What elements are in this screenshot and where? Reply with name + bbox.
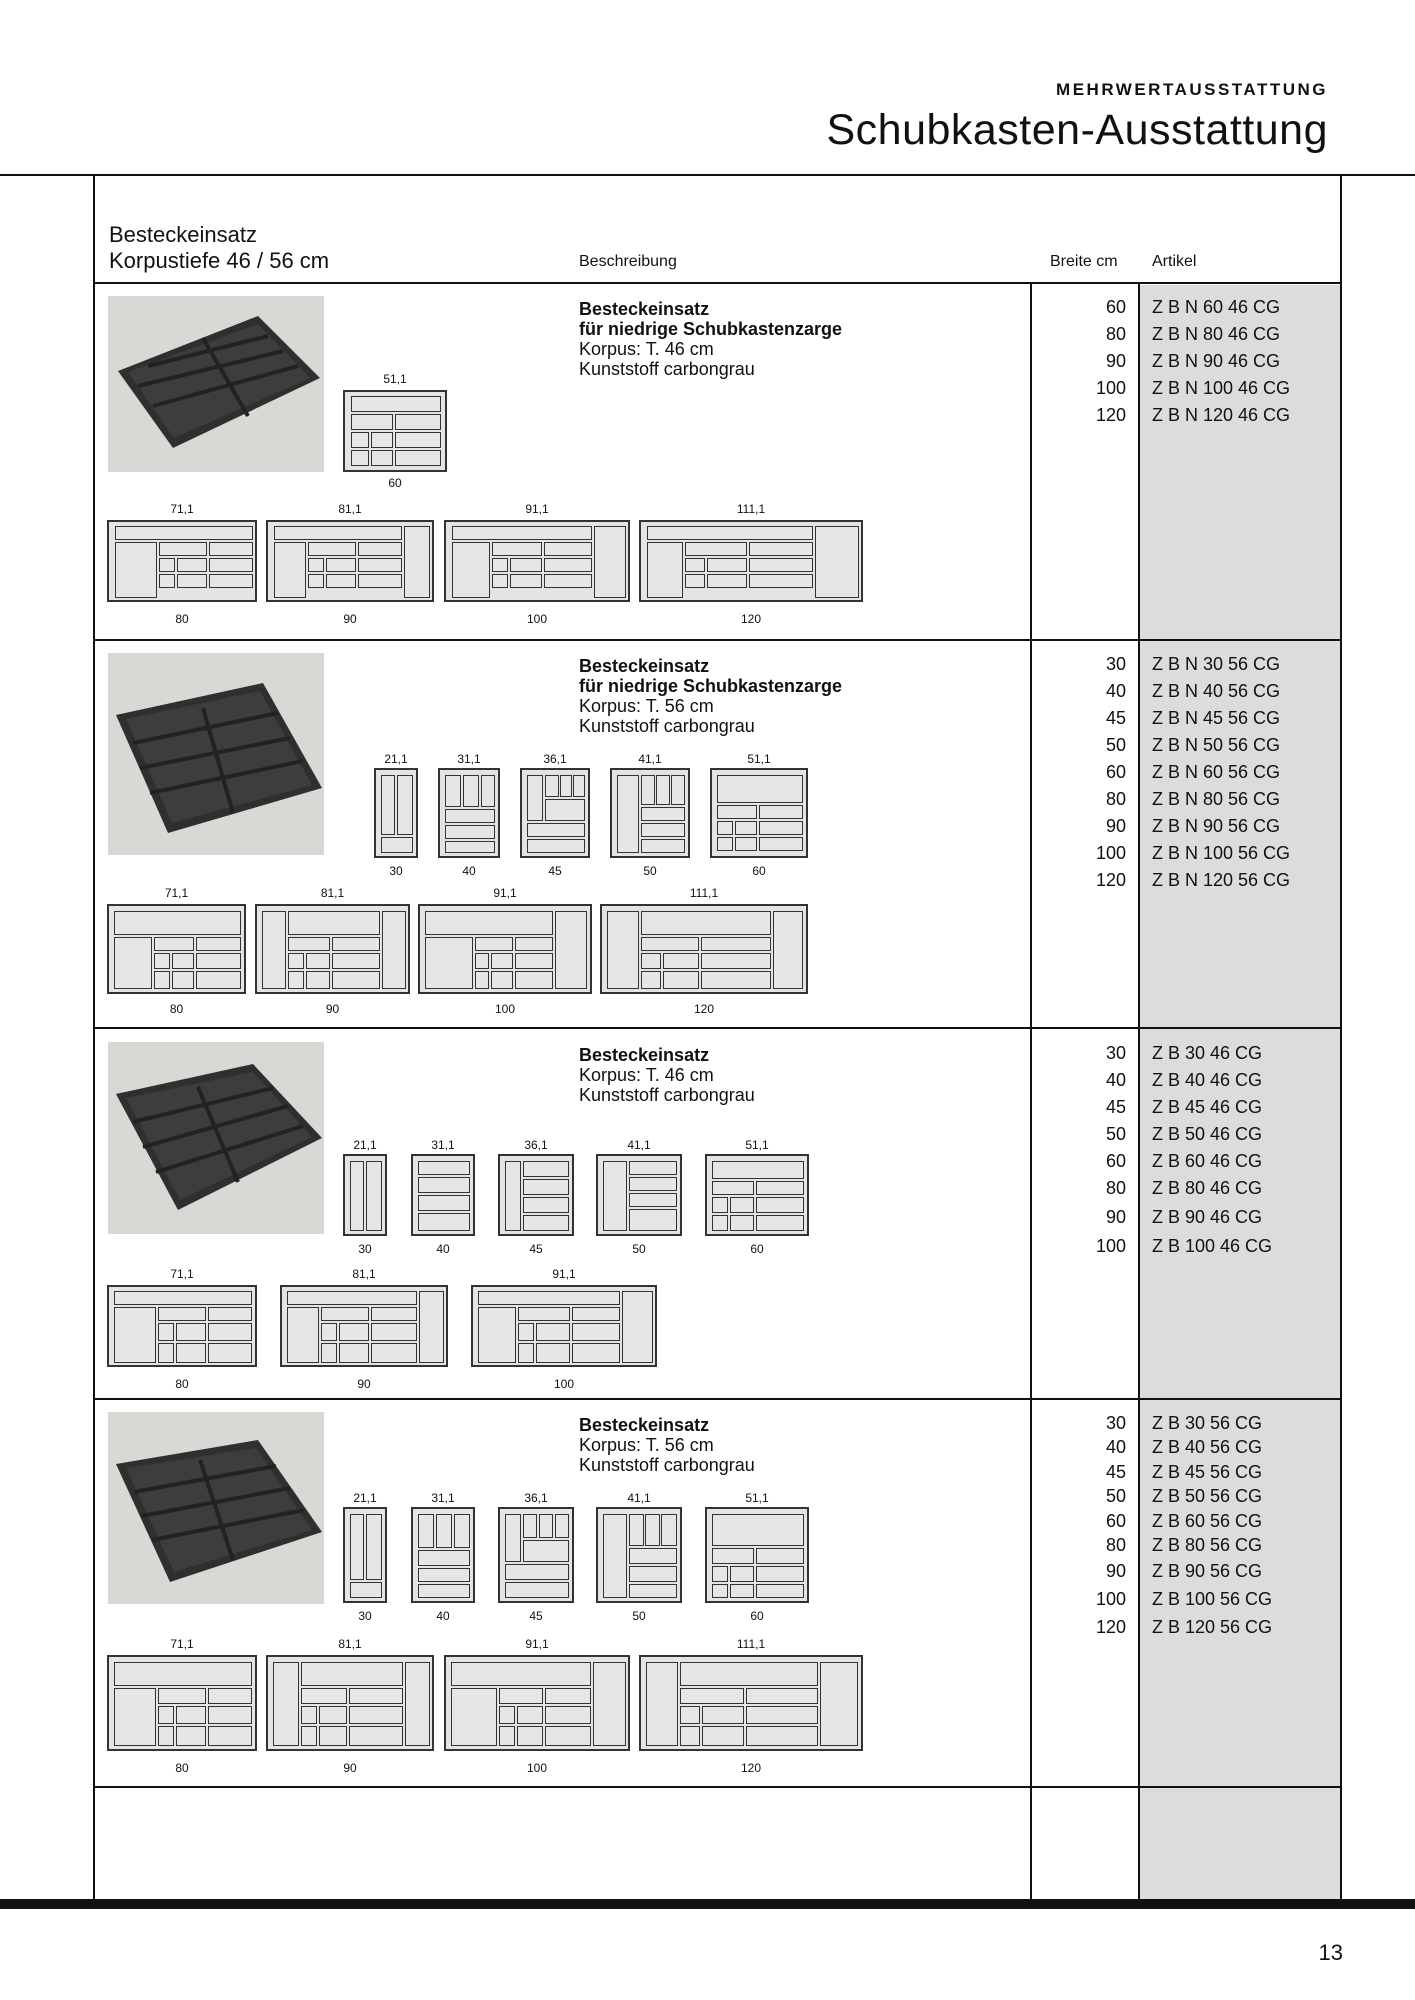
footer-bar — [0, 1899, 1415, 1909]
insert-cabinet-width: 60 — [752, 864, 766, 878]
width-value: 30 — [1105, 654, 1126, 674]
row-description — [579, 656, 842, 736]
table-right-border — [1340, 174, 1342, 1900]
insert-inner-width: 51,1 — [745, 1138, 769, 1152]
width-value: 120 — [1095, 405, 1126, 425]
width-value: 60 — [1105, 762, 1126, 782]
product-material: Kunststoff carbongrau — [579, 1455, 755, 1475]
section-kicker: MEHRWERTAUSSTATTUNG — [1056, 80, 1328, 99]
article-number: Z B 40 56 CG — [1152, 1437, 1263, 1457]
insert-inner-width: 51,1 — [383, 372, 407, 386]
width-value: 40 — [1105, 1437, 1126, 1457]
article-number: Z B N 90 46 CG — [1152, 351, 1281, 371]
insert-diagram — [438, 752, 500, 878]
column-header-article: Artikel — [1152, 253, 1197, 270]
insert-diagram — [596, 1138, 682, 1258]
insert-cabinet-width: 120 — [740, 612, 762, 626]
insert-cabinet-width: 60 — [750, 1242, 764, 1256]
insert-diagram — [343, 1138, 387, 1258]
insert-cabinet-width: 50 — [632, 1609, 646, 1623]
insert-cabinet-width: 60 — [750, 1609, 764, 1623]
insert-diagram — [107, 1267, 257, 1393]
insert-diagram — [418, 886, 592, 1018]
insert-diagram — [107, 886, 246, 1018]
insert-inner-width: 31,1 — [431, 1138, 455, 1152]
width-value: 60 — [1105, 297, 1126, 317]
product-depth: Korpus: T. 46 cm — [579, 1065, 714, 1085]
insert-cabinet-width: 100 — [526, 612, 548, 626]
insert-diagram — [107, 502, 257, 628]
page-number: 13 — [1318, 1940, 1343, 1965]
insert-cabinet-width: 120 — [693, 1002, 715, 1016]
insert-cabinet-width: 80 — [175, 1377, 189, 1391]
insert-cabinet-width: 100 — [526, 1761, 548, 1775]
article-column-bg — [1140, 285, 1341, 1899]
product-material: Kunststoff carbongrau — [579, 1085, 755, 1105]
insert-diagram — [471, 1267, 657, 1393]
row-divider — [93, 639, 1342, 641]
insert-inner-width: 91,1 — [552, 1267, 576, 1281]
insert-cabinet-width: 60 — [388, 476, 402, 490]
insert-diagram — [710, 752, 808, 878]
table-left-border — [93, 174, 95, 1900]
width-value: 30 — [1105, 1043, 1126, 1063]
article-number: Z B N 45 56 CG — [1152, 708, 1281, 728]
insert-inner-width: 31,1 — [457, 752, 481, 766]
insert-inner-width: 111,1 — [736, 1637, 766, 1651]
insert-cabinet-width: 45 — [548, 864, 562, 878]
product-photo — [108, 1042, 324, 1234]
insert-cabinet-width: 45 — [529, 1609, 543, 1623]
insert-inner-width: 36,1 — [524, 1138, 548, 1152]
width-value: 90 — [1105, 1207, 1126, 1227]
insert-inner-width: 41,1 — [638, 752, 662, 766]
insert-cabinet-width: 80 — [169, 1002, 184, 1016]
insert-diagram — [444, 502, 630, 628]
insert-cabinet-width: 100 — [494, 1002, 516, 1016]
insert-cabinet-width: 120 — [740, 1761, 762, 1775]
insert-inner-width: 81,1 — [338, 502, 362, 516]
article-number: Z B N 60 56 CG — [1152, 762, 1281, 782]
article-number: Z B 80 56 CG — [1152, 1535, 1263, 1555]
insert-inner-width: 21,1 — [384, 752, 408, 766]
insert-inner-width: 51,1 — [747, 752, 771, 766]
insert-inner-width: 81,1 — [320, 886, 345, 900]
insert-diagram — [255, 886, 410, 1018]
insert-cabinet-width: 100 — [553, 1377, 575, 1391]
article-number: Z B 90 56 CG — [1152, 1561, 1263, 1581]
width-value: 80 — [1105, 1178, 1126, 1198]
article-number: Z B 40 46 CG — [1152, 1070, 1263, 1090]
insert-cabinet-width: 30 — [358, 1609, 372, 1623]
insert-diagram — [266, 502, 434, 628]
insert-diagram — [280, 1267, 448, 1393]
insert-inner-width: 71,1 — [164, 886, 189, 900]
width-value: 50 — [1105, 735, 1126, 755]
cutlery-tray-photo — [108, 653, 324, 855]
insert-inner-width: 111,1 — [689, 886, 719, 900]
header-rule — [0, 174, 1415, 176]
insert-inner-width: 21,1 — [353, 1138, 377, 1152]
table-section-title — [109, 222, 329, 274]
insert-diagram — [705, 1138, 809, 1258]
insert-diagram — [610, 752, 690, 878]
column-header-width: Breite cm — [1050, 253, 1118, 270]
article-number: Z B 100 46 CG — [1152, 1236, 1273, 1256]
article-number: Z B N 100 56 CG — [1152, 843, 1291, 863]
width-value: 120 — [1095, 1617, 1126, 1637]
insert-cabinet-width: 40 — [436, 1242, 450, 1256]
insert-diagram — [444, 1637, 630, 1777]
insert-diagram — [374, 752, 418, 878]
product-photo — [108, 296, 324, 472]
article-number: Z B 120 56 CG — [1152, 1617, 1273, 1637]
insert-diagram — [705, 1491, 809, 1625]
insert-inner-width: 41,1 — [627, 1138, 651, 1152]
insert-inner-width: 81,1 — [352, 1267, 376, 1281]
width-value: 60 — [1105, 1511, 1126, 1531]
insert-inner-width: 91,1 — [525, 502, 549, 516]
insert-cabinet-width: 40 — [436, 1609, 450, 1623]
insert-diagram — [596, 1491, 682, 1625]
insert-diagram — [639, 1637, 863, 1777]
width-value: 80 — [1105, 324, 1126, 344]
insert-inner-width: 36,1 — [543, 752, 567, 766]
insert-cabinet-width: 90 — [357, 1377, 371, 1391]
product-photo — [108, 653, 324, 855]
insert-inner-width: 41,1 — [627, 1491, 651, 1505]
width-value: 50 — [1105, 1486, 1126, 1506]
insert-cabinet-width: 30 — [389, 864, 403, 878]
article-column-border — [1138, 283, 1140, 1900]
article-number: Z B 60 46 CG — [1152, 1151, 1263, 1171]
product-subtitle: für niedrige Schubkastenzarge — [579, 676, 843, 696]
insert-inner-width: 71,1 — [170, 502, 194, 516]
article-number: Z B 45 56 CG — [1152, 1462, 1263, 1482]
product-depth: Korpus: T. 56 cm — [579, 696, 714, 716]
insert-diagram — [411, 1491, 475, 1625]
insert-diagram — [343, 1491, 387, 1625]
insert-inner-width: 71,1 — [170, 1637, 194, 1651]
cutlery-tray-photo — [108, 1042, 324, 1234]
article-number: Z B N 100 46 CG — [1152, 378, 1291, 398]
insert-cabinet-width: 45 — [529, 1242, 543, 1256]
width-value: 80 — [1105, 789, 1126, 809]
insert-cabinet-width: 90 — [343, 1761, 357, 1775]
article-number: Z B N 90 56 CG — [1152, 816, 1281, 836]
product-material: Kunststoff carbongrau — [579, 359, 755, 379]
article-number: Z B 60 56 CG — [1152, 1511, 1263, 1531]
article-number: Z B N 40 56 CG — [1152, 681, 1281, 701]
row-divider — [93, 1398, 1342, 1400]
width-value: 90 — [1105, 816, 1126, 836]
row-description — [579, 1415, 755, 1475]
width-value: 100 — [1095, 1236, 1126, 1256]
product-depth: Korpus: T. 56 cm — [579, 1435, 714, 1455]
width-value: 100 — [1095, 843, 1126, 863]
article-number: Z B 50 56 CG — [1152, 1486, 1263, 1506]
insert-inner-width: 71,1 — [170, 1267, 194, 1281]
row-description — [579, 1045, 755, 1105]
product-photo — [108, 1412, 324, 1604]
product-name: Besteckeinsatz — [579, 1415, 710, 1435]
insert-inner-width: 91,1 — [493, 886, 517, 900]
product-name: Besteckeinsatz — [579, 1045, 710, 1065]
product-subtitle: für niedrige Schubkastenzarge — [579, 319, 843, 339]
article-number: Z B 30 46 CG — [1152, 1043, 1263, 1063]
insert-inner-width: 36,1 — [524, 1491, 548, 1505]
article-number: Z B 45 46 CG — [1152, 1097, 1263, 1117]
cutlery-tray-photo — [108, 1412, 324, 1604]
article-number: Z B N 50 56 CG — [1152, 735, 1281, 755]
insert-diagram — [343, 372, 447, 492]
page-title: Schubkasten-Ausstattung — [826, 106, 1328, 154]
insert-inner-width: 111,1 — [736, 502, 766, 516]
article-number: Z B N 120 46 CG — [1152, 405, 1291, 425]
article-number: Z B 80 46 CG — [1152, 1178, 1263, 1198]
insert-cabinet-width: 80 — [175, 1761, 189, 1775]
width-value: 45 — [1105, 1097, 1126, 1117]
article-number: Z B 30 56 CG — [1152, 1413, 1263, 1433]
width-value: 90 — [1105, 1561, 1126, 1581]
width-value: 100 — [1095, 1589, 1126, 1609]
insert-cabinet-width: 80 — [175, 612, 189, 626]
width-value: 80 — [1105, 1535, 1126, 1555]
product-name: Besteckeinsatz — [579, 656, 710, 676]
insert-cabinet-width: 50 — [632, 1242, 646, 1256]
product-name: Besteckeinsatz — [579, 299, 710, 319]
section-title-line2: Korpustiefe 46 / 56 cm — [109, 248, 330, 273]
width-column-border — [1030, 283, 1032, 1900]
article-number: Z B N 120 56 CG — [1152, 870, 1291, 890]
insert-cabinet-width: 30 — [358, 1242, 372, 1256]
width-value: 90 — [1105, 351, 1126, 371]
article-number: Z B 100 56 CG — [1152, 1589, 1273, 1609]
row-description — [579, 299, 842, 379]
width-value: 120 — [1095, 870, 1126, 890]
width-value: 40 — [1105, 681, 1126, 701]
insert-diagram — [639, 502, 863, 628]
insert-diagram — [266, 1637, 434, 1777]
row-divider — [93, 1786, 1342, 1788]
width-value: 45 — [1105, 1462, 1126, 1482]
insert-cabinet-width: 90 — [325, 1002, 340, 1016]
insert-cabinet-width: 50 — [643, 864, 657, 878]
insert-diagram — [498, 1138, 574, 1258]
insert-cabinet-width: 40 — [462, 864, 476, 878]
width-value: 50 — [1105, 1124, 1126, 1144]
article-number: Z B 50 46 CG — [1152, 1124, 1263, 1144]
insert-diagram — [520, 752, 590, 878]
insert-diagram — [600, 886, 808, 1018]
article-number: Z B 90 46 CG — [1152, 1207, 1263, 1227]
cutlery-tray-photo — [108, 296, 324, 472]
article-number: Z B N 80 46 CG — [1152, 324, 1281, 344]
article-number: Z B N 30 56 CG — [1152, 654, 1281, 674]
insert-inner-width: 91,1 — [525, 1637, 549, 1651]
insert-inner-width: 51,1 — [745, 1491, 769, 1505]
insert-diagram — [411, 1138, 475, 1258]
insert-inner-width: 21,1 — [353, 1491, 377, 1505]
table-header-rule — [93, 282, 1342, 284]
insert-cabinet-width: 90 — [343, 612, 357, 626]
width-value: 30 — [1105, 1413, 1126, 1433]
insert-inner-width: 81,1 — [338, 1637, 362, 1651]
insert-diagram — [107, 1637, 257, 1777]
section-title-line1: Besteckeinsatz — [109, 222, 257, 247]
width-value: 45 — [1105, 708, 1126, 728]
insert-inner-width: 31,1 — [431, 1491, 455, 1505]
product-material: Kunststoff carbongrau — [579, 716, 755, 736]
article-number: Z B N 80 56 CG — [1152, 789, 1281, 809]
product-depth: Korpus: T. 46 cm — [579, 339, 714, 359]
column-header-description: Beschreibung — [579, 253, 677, 270]
width-value: 40 — [1105, 1070, 1126, 1090]
row-divider — [93, 1027, 1342, 1029]
article-number: Z B N 60 46 CG — [1152, 297, 1281, 317]
insert-diagram — [498, 1491, 574, 1625]
width-value: 60 — [1105, 1151, 1126, 1171]
width-value: 100 — [1095, 378, 1126, 398]
